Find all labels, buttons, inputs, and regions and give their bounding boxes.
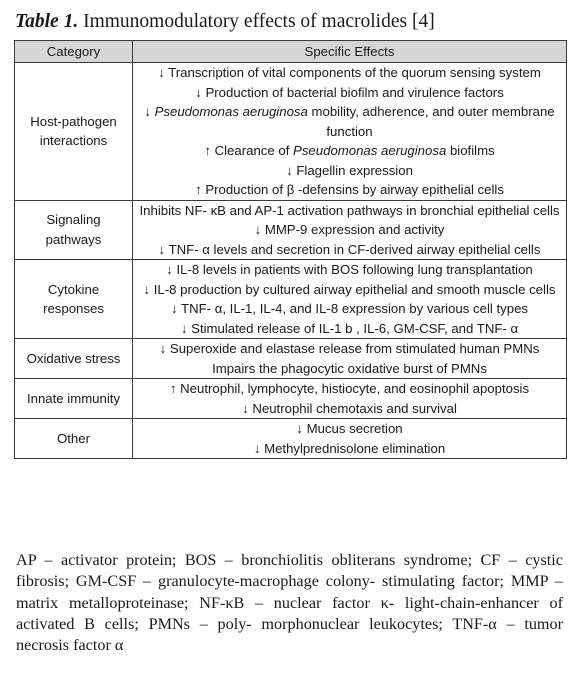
effect-item: ↓ Transcription of vital components of the quorum sensing system <box>158 65 541 80</box>
effect-item: ↓ Stimulated release of IL-1 b , IL-6, GM-CSF, and TNF- α <box>180 320 519 336</box>
category-cell <box>15 63 133 201</box>
effect-item: ↓ Pseudomonas aeruginosa mobility, adherence, and outer membrane function <box>144 104 555 139</box>
effect-item: ↓ IL-8 production by cultured airway epithelial and smooth muscle cells <box>143 281 556 297</box>
effect-item: ↓ Methylprednisolone elimination <box>253 440 446 456</box>
table-row <box>15 339 567 379</box>
effect-item: ↓ Production of bacterial biofilm and virulence factors <box>195 84 504 100</box>
category-label: Oxidative stress <box>26 350 121 366</box>
caption-label: Table 1. <box>15 11 79 32</box>
effect-item: ↓ Mucus secretion <box>296 421 403 436</box>
category-label: Signaling pathways <box>45 212 102 247</box>
effects-cell <box>133 63 567 201</box>
category-cell <box>15 379 133 419</box>
category-cell <box>15 200 133 260</box>
effect-item: Impairs the phagocytic oxidative burst of PMNs <box>212 360 487 376</box>
category-label: Cytokine responses <box>43 281 104 316</box>
header-category: Category <box>15 41 133 63</box>
effect-item: ↓ IL-8 levels in patients with BOS following lung transplantation <box>166 262 533 277</box>
table-row <box>15 63 567 201</box>
category-cell <box>15 339 133 379</box>
table-footnote: AP – activator protein; BOS – bronchiolitis obliterans syndrome; CF – cystic fibrosis; GM-CSF – granulocyte-macrophage colony- stimulating factor; MMP – matrix metalloproteinase; NF-κB – nuclear factor κ- light-chain-enhancer of activated B cells; PMNs – poly- morphonuclear leukocytes; TNF-α – tumor necrosis factor α <box>16 551 563 655</box>
effect-item: ↓ TNF- α, IL-1, IL-4, and IL-8 expression by various cell types <box>171 301 528 316</box>
effect-item: ↓ Superoxide and elastase release from stimulated human PMNs <box>159 341 540 356</box>
header-specific-effects: Specific Effects <box>133 41 567 63</box>
category-cell <box>15 260 133 339</box>
effects-cell <box>133 260 567 339</box>
category-cell <box>15 419 133 459</box>
category-label: Host-pathogen interactions <box>30 113 117 149</box>
effects-cell <box>133 339 567 379</box>
table-header-row <box>15 41 567 63</box>
effects-cell <box>133 379 567 419</box>
macrolide-effects-table <box>14 40 567 459</box>
category-label: Other <box>57 430 90 446</box>
effect-item: ↑ Neutrophil, lymphocyte, histiocyte, and eosinophil apoptosis <box>169 381 530 396</box>
table-row <box>15 260 567 339</box>
effect-item: ↓ Neutrophil chemotaxis and survival <box>242 400 457 416</box>
table-row <box>15 200 567 260</box>
category-label: Innate immunity <box>26 390 121 406</box>
table-row <box>15 419 567 459</box>
effect-item: Inhibits NF- κB and AP-1 activation pathways in bronchial epithelial cells <box>139 202 560 218</box>
effect-item: ↓ MMP-9 expression and activity <box>254 222 445 237</box>
effect-item: ↑ Clearance of Pseudomonas aeruginosa biofilms <box>204 143 495 158</box>
effect-item: ↑ Production of β -defensins by airway epithelial cells <box>195 182 504 197</box>
effect-item: ↓ TNF- α levels and secretion in CF-derived airway epithelial cells <box>158 241 541 257</box>
caption-text: Immunomodulatory effects of macrolides [4] <box>83 11 435 32</box>
effects-cell <box>133 200 567 260</box>
table-row <box>15 379 567 419</box>
effect-item: ↓ Flagellin expression <box>286 162 413 178</box>
effects-cell <box>133 419 567 459</box>
table-caption <box>15 11 435 33</box>
